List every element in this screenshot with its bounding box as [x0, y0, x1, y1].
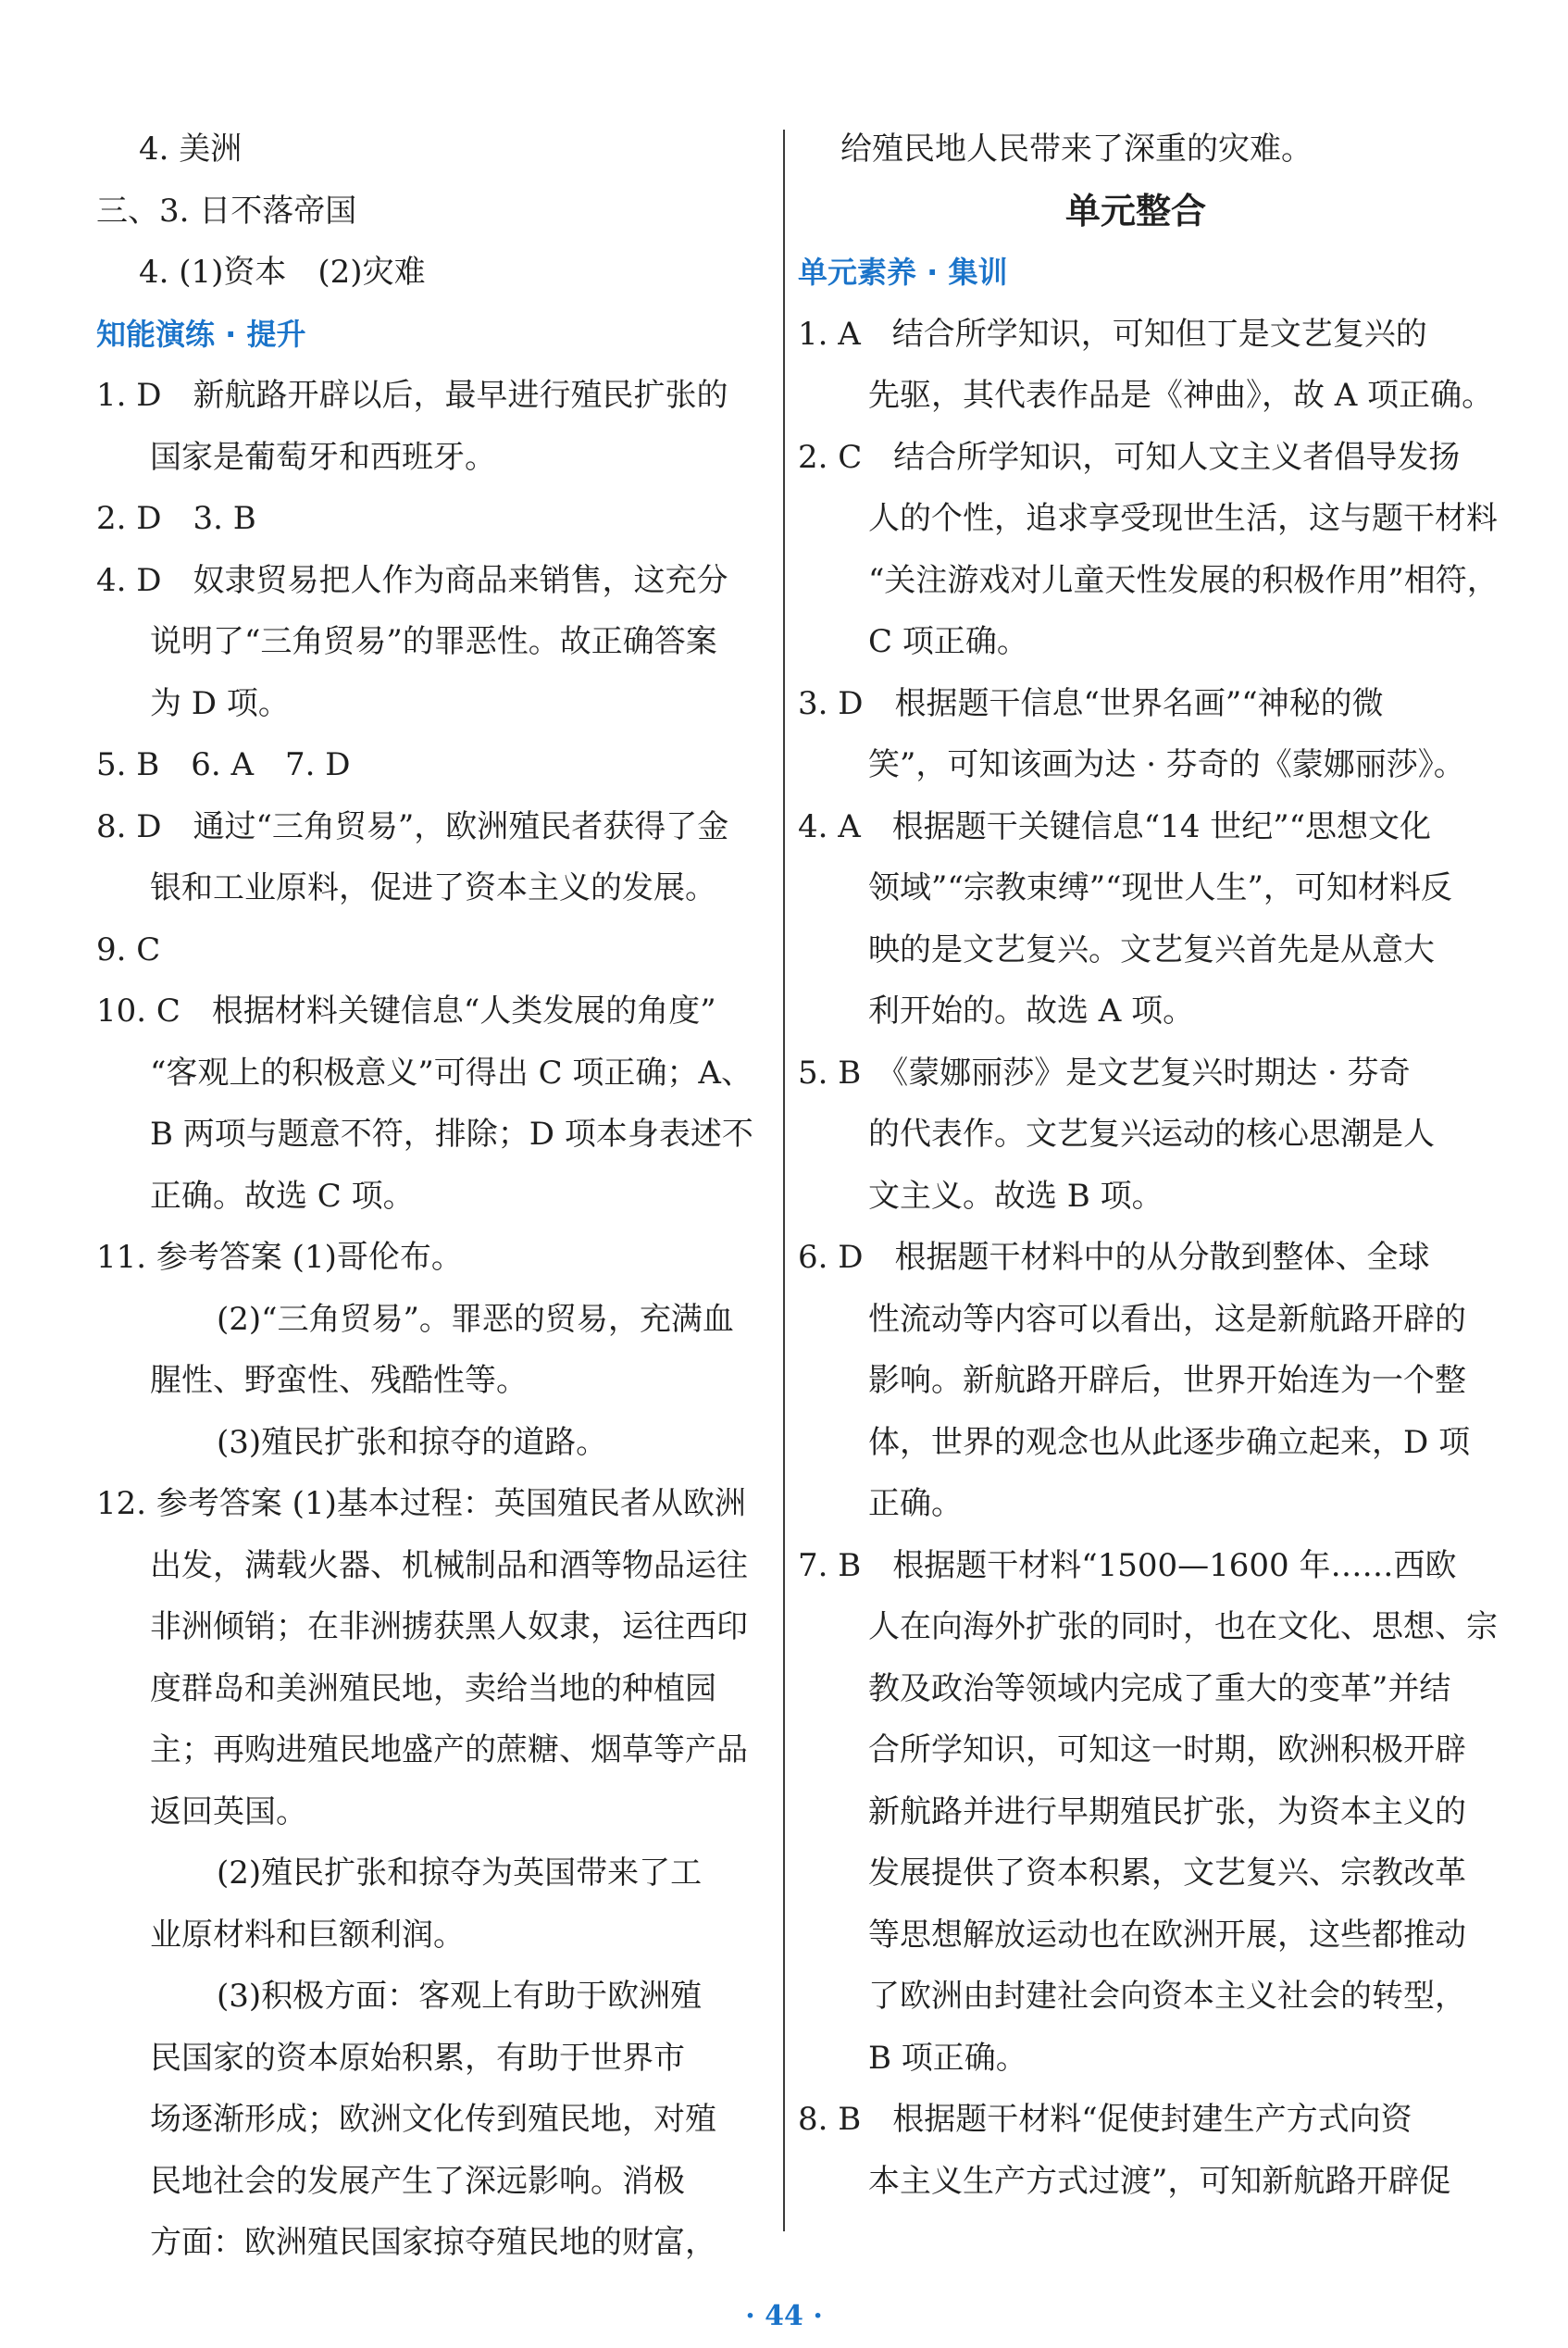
answer-line: 3. D 根据题干信息“世界名画”“神秘的微: [798, 684, 1384, 722]
answer-line: 人的个性，追求享受现世生活，这与题干材料: [868, 500, 1498, 537]
answer-line: “客观上的积极意义”可得出 C 项正确；A、: [150, 1054, 753, 1092]
answer-line: 业原材料和巨额利润。: [150, 1916, 465, 1954]
answer-line: 1. D 新航路开辟以后，最早进行殖民扩张的: [96, 377, 728, 414]
answer-line: 6. D 根据题干材料中的从分散到整体、全球: [798, 1239, 1430, 1276]
answer-line: 了欧洲由封建社会向资本主义社会的转型，: [868, 1978, 1466, 2015]
answer-line: 11. 参考答案 (1)哥伦布。: [96, 1239, 463, 1276]
answer-line: B 两项与题意不符，排除；D 项本身表述不: [150, 1116, 753, 1153]
answer-line: B 项正确。: [868, 2039, 1027, 2077]
answer-line: 体，世界的观念也从此逐步确立起来，D 项: [868, 1423, 1471, 1461]
answer-line: 合所学知识，可知这一时期，欧洲积极开辟: [868, 1731, 1466, 1768]
answer-line: 的代表作。文艺复兴运动的核心思潮是人: [868, 1116, 1435, 1153]
right-column: [798, 119, 1499, 2212]
answer-line: 教及政治等领域内完成了重大的变革”并结: [868, 1669, 1451, 1707]
answer-line: 2. C 结合所学知识，可知人文主义者倡导发扬: [798, 438, 1461, 476]
answer-line: 4. (1)资本 (2)灾难: [139, 254, 426, 291]
answer-line: 民地社会的发展产生了深远影响。消极: [150, 2162, 685, 2200]
answer-line: 先驱，其代表作品是《神曲》，故 A 项正确。: [868, 377, 1494, 414]
answer-line: 8. B 根据题干材料“促使封建生产方式向资: [798, 2101, 1412, 2138]
unit-title: 单元整合: [1064, 190, 1206, 231]
answer-line: C 项正确。: [868, 623, 1028, 660]
answer-line: 12. 参考答案 (1)基本过程：英国殖民者从欧洲: [96, 1485, 746, 1522]
answer-line: (3)积极方面：客观上有助于欧洲殖: [217, 1978, 703, 2015]
answer-line: 正确。: [868, 1485, 963, 1522]
answer-line: 7. B 根据题干材料“1500—1600 年……西欧: [798, 1546, 1457, 1584]
answer-line: 利开始的。故选 A 项。: [868, 993, 1195, 1030]
answer-line: “关注游戏对儿童天性发展的积极作用”相符，: [868, 561, 1499, 599]
answer-line: 返回英国。: [150, 1792, 307, 1830]
answer-line: 度群岛和美洲殖民地，卖给当地的种植园: [150, 1669, 716, 1707]
answer-line: 9. C: [96, 930, 161, 968]
answer-line: 5. B 《蒙娜丽莎》是文艺复兴时期达 · 芬奇: [798, 1054, 1411, 1092]
answer-line: 国家是葡萄牙和西班牙。: [150, 438, 496, 476]
answer-line: 2. D 3. B: [96, 500, 256, 537]
answer-line: 5. B 6. A 7. D: [96, 746, 351, 783]
answer-line: 新航路并进行早期殖民扩张，为资本主义的: [868, 1792, 1466, 1830]
answer-line: 映的是文艺复兴。文艺复兴首先是从意大: [868, 930, 1435, 968]
answer-line: (2)殖民扩张和掠夺为英国带来了工: [217, 1855, 703, 1892]
answer-line: 笑”，可知该画为达 · 芬奇的《蒙娜丽莎》。: [868, 746, 1465, 783]
page-number: · 44 ·: [745, 2300, 823, 2332]
section-heading: 知能演练 · 提升: [96, 316, 306, 352]
answer-line: (2)“三角贸易”。罪恶的贸易，充满血: [217, 1300, 734, 1338]
answer-line: 4. 美洲: [139, 131, 243, 168]
answer-line: 性流动等内容可以看出，这是新航路开辟的: [868, 1300, 1466, 1338]
answer-line: 文主义。故选 B 项。: [868, 1177, 1164, 1215]
answer-line: 方面：欧洲殖民国家掠夺殖民地的财富，: [150, 2224, 716, 2261]
answer-line: 为 D 项。: [150, 684, 290, 722]
answer-line: 影响。新航路开辟后，世界开始连为一个整: [868, 1362, 1466, 1399]
answer-line: 说明了“三角贸易”的罪恶性。故正确答案: [150, 623, 717, 660]
answer-line: 出发，满载火器、机械制品和酒等物品运往: [150, 1546, 748, 1584]
left-column: [96, 119, 772, 2274]
answer-line: 本主义生产方式过渡”，可知新航路开辟促: [868, 2162, 1451, 2200]
answer-line: 4. A 根据题干关键信息“14 世纪”“思想文化: [798, 807, 1432, 845]
answer-line: 等思想解放运动也在欧洲开展，这些都推动: [868, 1916, 1466, 1954]
column-divider: [783, 130, 785, 2231]
answer-line: 8. D 通过“三角贸易”，欧洲殖民者获得了金: [96, 807, 729, 845]
answer-line: 领域”“宗教束缚”“现世人生”，可知材料反: [868, 869, 1452, 906]
section-heading: 单元素养 · 集训: [798, 255, 1008, 290]
answer-line: 非洲倾销；在非洲掳获黑人奴隶，运往西印: [150, 1608, 748, 1645]
answer-line: 4. D 奴隶贸易把人作为商品来销售，这充分: [96, 561, 728, 599]
answer-line: 给殖民地人民带来了深重的灾难。: [840, 131, 1313, 168]
answer-line: 正确。故选 C 项。: [150, 1177, 415, 1215]
answer-line: 10. C 根据材料关键信息“人类发展的角度”: [96, 993, 716, 1030]
answer-line: 主；再购进殖民地盛产的蔗糖、烟草等产品: [150, 1731, 748, 1768]
answer-line: 民国家的资本原始积累，有助于世界市: [150, 2039, 685, 2077]
answer-line: (3)殖民扩张和掠夺的道路。: [217, 1423, 608, 1461]
answer-line: 1. A 结合所学知识，可知但丁是文艺复兴的: [798, 315, 1427, 353]
answer-line: 发展提供了资本积累，文艺复兴、宗教改革: [868, 1855, 1466, 1892]
answer-line: 三、3. 日不落帝国: [96, 192, 357, 230]
answer-line: 银和工业原料，促进了资本主义的发展。: [150, 869, 716, 906]
answer-line: 人在向海外扩张的同时，也在文化、思想、宗: [868, 1608, 1498, 1645]
answer-line: 腥性、野蛮性、残酷性等。: [150, 1362, 528, 1399]
answer-line: 场逐渐形成；欧洲文化传到殖民地，对殖: [150, 2101, 716, 2138]
